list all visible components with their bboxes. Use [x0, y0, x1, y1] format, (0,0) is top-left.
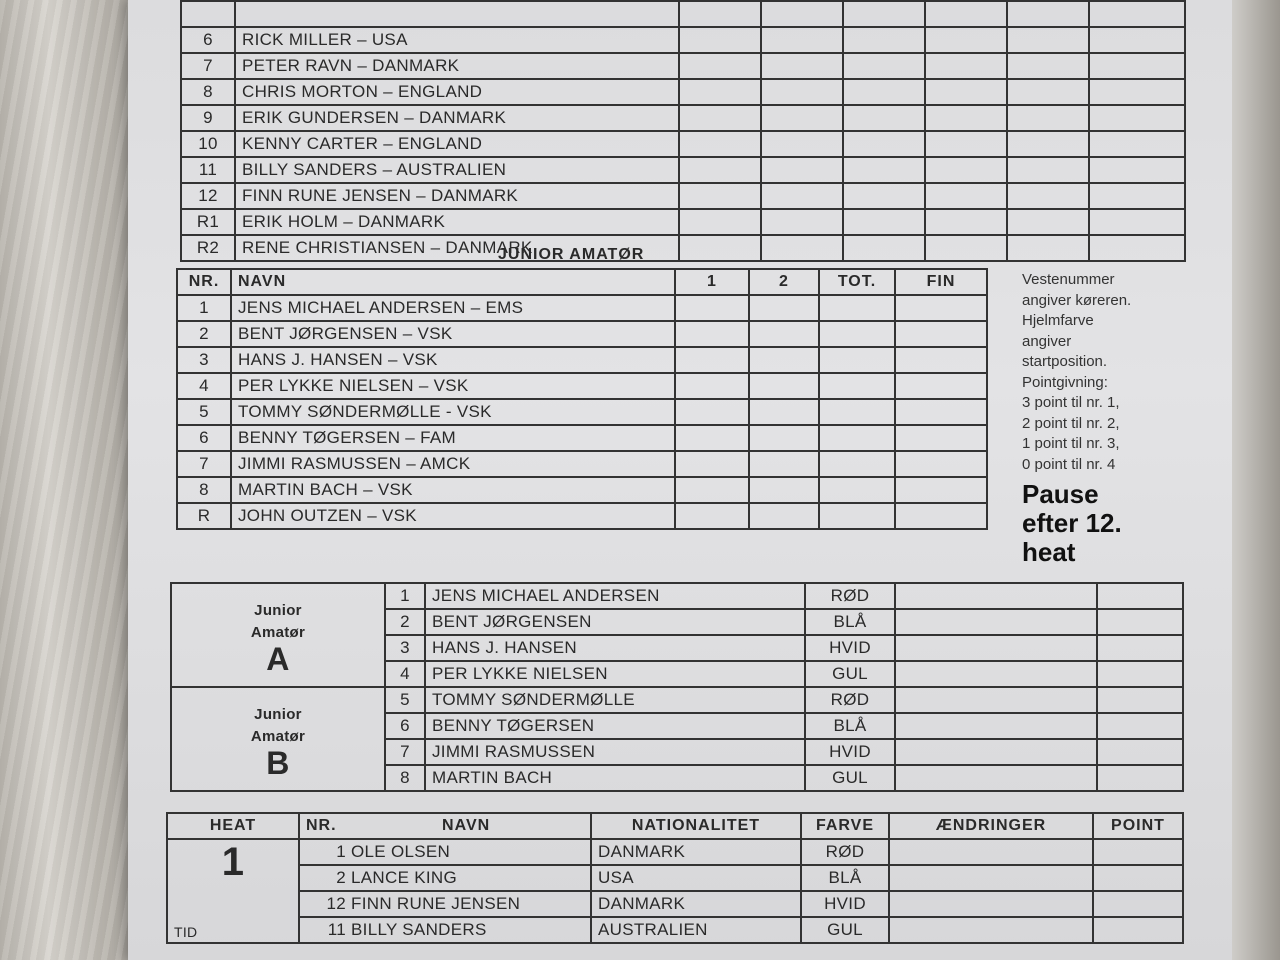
rider-name: PER LYKKE NIELSEN	[425, 661, 805, 687]
rider-name: RICK MILLER – USA	[235, 27, 679, 53]
table-row	[177, 373, 987, 399]
rider-name: FINN RUNE JENSEN – DANMARK	[235, 183, 679, 209]
rider-nr: 7	[385, 739, 425, 765]
rider-name: JOHN OUTZEN – VSK	[231, 503, 675, 529]
rider-nr: 5	[385, 687, 425, 713]
rider-name: JENS MICHAEL ANDERSEN – EMS	[231, 295, 675, 321]
rider-nr: 3	[385, 635, 425, 661]
helmet-color: RØD	[801, 839, 889, 865]
rider-name: TOMMY SØNDERMØLLE - VSK	[231, 399, 675, 425]
table-row	[181, 209, 1185, 235]
rider-nr: 5	[177, 399, 231, 425]
pause-line: efter 12.	[1022, 508, 1122, 538]
riders-table	[180, 0, 1186, 262]
note-line: Hjelmfarve	[1022, 312, 1094, 329]
note-line: startposition.	[1022, 353, 1108, 370]
group-label-line: Junior	[254, 706, 302, 723]
group-label-line: Junior	[254, 602, 302, 619]
table-row	[177, 477, 987, 503]
heat-rider	[299, 917, 591, 943]
rider-name: OLE OLSEN	[351, 842, 451, 861]
helmet-color: GUL	[805, 661, 895, 687]
rider-nr: 11	[327, 920, 346, 939]
table-row	[171, 583, 1183, 609]
header-1: 1	[675, 269, 749, 295]
helmet-color: BLÅ	[805, 609, 895, 635]
note-line: 2 point til nr. 2,	[1022, 414, 1120, 432]
header-nationalitet: NATIONALITET	[591, 813, 801, 839]
rider-nr: 6	[181, 27, 235, 53]
junior-header-row	[177, 269, 987, 295]
rider-name: TOMMY SØNDERMØLLE	[425, 687, 805, 713]
header-tot: TOT.	[819, 269, 895, 295]
rider-nr: 7	[177, 451, 231, 477]
helmet-color: RØD	[805, 583, 895, 609]
helmet-color: GUL	[805, 765, 895, 791]
helmet-color: BLÅ	[801, 865, 889, 891]
table-row	[181, 235, 1185, 261]
table-row	[181, 27, 1185, 53]
rider-nationality: DANMARK	[591, 839, 801, 865]
rider-name: BILLY SANDERS – AUSTRALIEN	[235, 157, 679, 183]
table-row	[177, 503, 987, 529]
table-row	[167, 865, 1183, 891]
header-nr: NR.	[306, 817, 337, 834]
rider-name: FINN RUNE JENSEN	[351, 894, 521, 913]
note-line: Vestenummer	[1022, 271, 1115, 288]
note-line: Pointgivning:	[1022, 373, 1108, 391]
table-row	[177, 295, 987, 321]
table-row	[177, 347, 987, 373]
rider-nr: R1	[181, 209, 235, 235]
rider-name: BENT JØRGENSEN – VSK	[231, 321, 675, 347]
rider-nr: 1	[177, 295, 231, 321]
rider-name: BENT JØRGENSEN	[425, 609, 805, 635]
rider-nr: 8	[177, 477, 231, 503]
rider-nr: 1	[336, 842, 346, 861]
table-row	[181, 79, 1185, 105]
rider-name: BENNY TØGERSEN – FAM	[231, 425, 675, 451]
rider-name: CHRIS MORTON – ENGLAND	[235, 79, 679, 105]
pause-line: Pause	[1022, 479, 1099, 509]
heat-time-label: TID	[174, 924, 198, 940]
table-row	[181, 131, 1185, 157]
header-nr: NR.	[177, 269, 231, 295]
rider-name: HANS J. HANSEN	[425, 635, 805, 661]
rider-nr: 12	[181, 183, 235, 209]
rider-nr: 1	[385, 583, 425, 609]
junior-table	[176, 268, 988, 530]
rider-name: ERIK HOLM – DANMARK	[235, 209, 679, 235]
table-row	[167, 839, 1183, 865]
rider-nr: 6	[385, 713, 425, 739]
rider-name: MARTIN BACH – VSK	[231, 477, 675, 503]
rider-nr: 7	[181, 53, 235, 79]
rider-nationality: USA	[591, 865, 801, 891]
rider-nr: 2	[336, 868, 346, 887]
header-farve: FARVE	[801, 813, 889, 839]
header-nr-navn	[299, 813, 591, 839]
table-row	[181, 105, 1185, 131]
page-edge	[1232, 0, 1280, 960]
rider-nr: 9	[181, 105, 235, 131]
helmet-color: HVID	[805, 739, 895, 765]
rider-name: ERIK GUNDERSEN – DANMARK	[235, 105, 679, 131]
note-line: angiver	[1022, 332, 1072, 350]
table-row	[181, 53, 1185, 79]
table-row	[181, 183, 1185, 209]
rider-nr: 2	[385, 609, 425, 635]
group-a-label	[171, 583, 385, 687]
note-line: 0 point til nr. 4	[1022, 455, 1116, 473]
rider-nr: 8	[181, 79, 235, 105]
header-aendringer: ÆNDRINGER	[889, 813, 1093, 839]
group-label-line: Amatør	[250, 624, 306, 641]
rider-name: PETER RAVN – DANMARK	[235, 53, 679, 79]
rider-nr: 4	[385, 661, 425, 687]
rider-name: BENNY TØGERSEN	[425, 713, 805, 739]
rider-name: JENS MICHAEL ANDERSEN	[425, 583, 805, 609]
rider-nr: 8	[385, 765, 425, 791]
table-row	[177, 321, 987, 347]
header-navn: NAVN	[442, 817, 491, 834]
rider-nr: R	[177, 503, 231, 529]
rider-name: BILLY SANDERS	[351, 920, 487, 939]
table-row	[167, 917, 1183, 943]
heat-header-row	[167, 813, 1183, 839]
rider-nationality: AUSTRALIEN	[591, 917, 801, 943]
table-row	[181, 157, 1185, 183]
rider-name: HANS J. HANSEN – VSK	[231, 347, 675, 373]
helmet-color: GUL	[801, 917, 889, 943]
table-row	[177, 425, 987, 451]
background-wall	[0, 0, 140, 960]
helmet-color: RØD	[805, 687, 895, 713]
rider-nationality: DANMARK	[591, 891, 801, 917]
table-row	[171, 687, 1183, 713]
helmet-color: HVID	[801, 891, 889, 917]
pause-note	[1022, 480, 1182, 567]
header-fin: FIN	[895, 269, 987, 295]
heat-cell	[167, 839, 299, 943]
header-point: POINT	[1093, 813, 1183, 839]
helmet-color: BLÅ	[805, 713, 895, 739]
rider-nr: 2	[177, 321, 231, 347]
rider-nr: 10	[181, 131, 235, 157]
heat-number: 1	[221, 840, 245, 884]
heat-rider	[299, 839, 591, 865]
rider-name: JIMMI RASMUSSEN – AMCK	[231, 451, 675, 477]
table-row	[167, 891, 1183, 917]
note-line: 3 point til nr. 1,	[1022, 394, 1120, 411]
heat-table	[166, 812, 1184, 944]
rider-name: JIMMI RASMUSSEN	[425, 739, 805, 765]
header-2: 2	[749, 269, 819, 295]
heat-rider	[299, 891, 591, 917]
rider-name: KENNY CARTER – ENGLAND	[235, 131, 679, 157]
scoring-note	[1022, 270, 1182, 475]
rider-nr: 12	[326, 894, 346, 913]
rider-nr: 6	[177, 425, 231, 451]
header-heat: HEAT	[167, 813, 299, 839]
group-a-letter: A	[266, 641, 290, 677]
rider-nr: 4	[177, 373, 231, 399]
rider-name: LANCE KING	[351, 868, 458, 887]
rider-nr: R2	[181, 235, 235, 261]
group-label-line: Amatør	[250, 728, 306, 745]
rider-nr: 11	[181, 157, 235, 183]
rider-nr: 3	[177, 347, 231, 373]
note-line: angiver køreren.	[1022, 291, 1132, 309]
rider-name: MARTIN BACH	[425, 765, 805, 791]
group-b-label	[171, 687, 385, 791]
helmet-color: HVID	[805, 635, 895, 661]
table-row	[181, 1, 1185, 27]
group-b-letter: B	[266, 745, 290, 781]
rider-name: PER LYKKE NIELSEN – VSK	[231, 373, 675, 399]
header-navn: NAVN	[231, 269, 675, 295]
junior-caption: JUNIOR AMATØR	[498, 246, 645, 263]
rider-name: RENE CHRISTIANSEN – DANMARK	[235, 235, 679, 261]
heat-rider	[299, 865, 591, 891]
table-row	[177, 451, 987, 477]
groups-table	[170, 582, 1184, 792]
note-line: 1 point til nr. 3,	[1022, 435, 1120, 452]
table-row	[177, 399, 987, 425]
pause-line: heat	[1022, 537, 1076, 567]
